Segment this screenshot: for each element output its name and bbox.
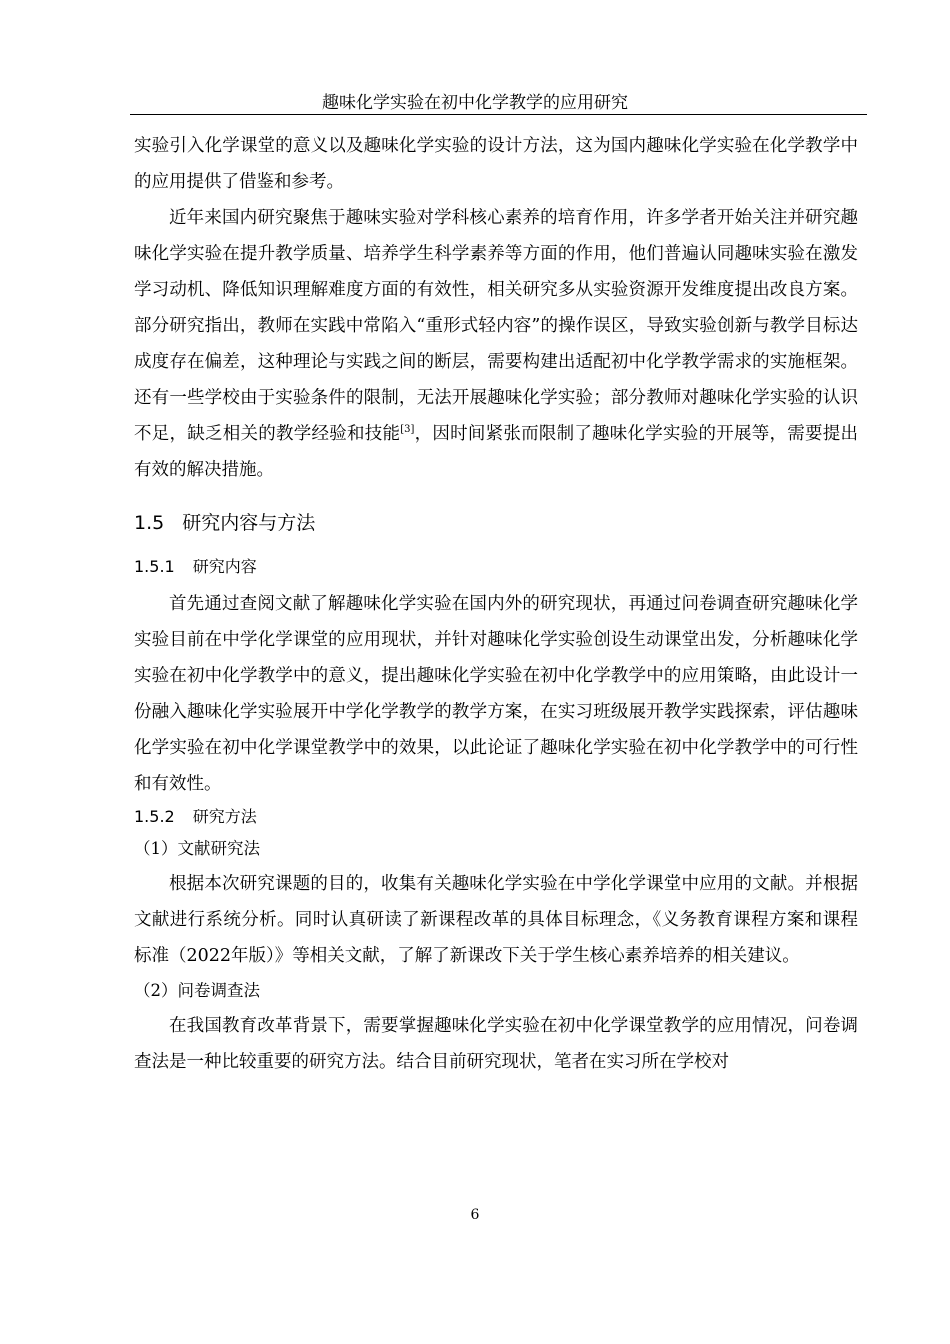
method-title-literature: （1）文献研究法 <box>134 839 260 858</box>
header-title: 趣味化学实验在初中化学教学的应用研究 <box>322 93 628 113</box>
subsection-heading-methods <box>134 802 858 832</box>
subsection-number: 1.5.1 <box>134 557 175 576</box>
subsection-title: 研究内容 <box>192 557 257 576</box>
paragraph-domestic-research <box>134 200 858 488</box>
section-number: 1.5 <box>134 512 165 534</box>
header-rule <box>130 114 867 115</box>
subsection-number: 1.5.2 <box>134 807 175 826</box>
page-number: 6 <box>470 1207 480 1223</box>
section-title: 研究内容与方法 <box>182 512 316 534</box>
paragraph-text: 近年来国内研究聚焦于趣味实验对学科核心素养的培育作用，许多学者开始关注并研究趣味化学实验在提升教学质量、培养学生科学素养等方面的作用，他们普遍认同趣味实验在激发学习动机、降低知识理解难度方面的有效性，相关研究多从实验资源开发维度提出改良方案。部分研究指出，教师在实践中常陷入“重形式轻内容”的操作误区，导致实验创新与教学目标达成度存在偏差，这种理论与实践之间的断层，需要构建出适配初中化学教学需求的实施框架。还有一些学校由于实验条件的限制，无法开展趣味化学实验；部分教师对趣味化学实验的认识不足，缺乏相关的教学经验和技能 <box>134 208 858 444</box>
page-content <box>134 128 858 1080</box>
subsection-title: 研究方法 <box>192 807 257 826</box>
subsection-heading-content <box>134 552 858 582</box>
paragraph-literature-method: 根据本次研究课题的目的，收集有关趣味化学实验在中学化学课堂中应用的文献。并根据文献进行系统分析。同时认真研读了新课程改革的具体目标理念，《义务教育课程方案和课程标准（2022年版）》等相关文献，了解了新课改下关于学生核心素养培养的相关建议。 <box>134 874 858 966</box>
paragraph-continued: 实验引入化学课堂的意义以及趣味化学实验的设计方法，这为国内趣味化学实验在化学教学中的应用提供了借鉴和参考。 <box>134 136 858 192</box>
paragraph-questionnaire-method: 在我国教育改革背景下，需要掌握趣味化学实验在初中化学课堂教学的应用情况，问卷调查法是一种比较重要的研究方法。结合目前研究现状，笔者在实习所在学校对 <box>134 1016 858 1072</box>
paragraph-text-end: ，因时间紧张而限制了趣味化学实验的开展等，需要提出有效的解决措施。 <box>134 424 859 480</box>
section-heading <box>134 508 858 538</box>
method-title-questionnaire: （2）问卷调查法 <box>134 981 260 1000</box>
paragraph-research-content: 首先通过查阅文献了解趣味化学实验在国内外的研究现状，再通过问卷调查研究趣味化学实验目前在中学化学课堂的应用现状，并针对趣味化学实验创设生动课堂出发，分析趣味化学实验在初中化学教学中的意义，提出趣味化学实验在初中化学教学中的应用策略，由此设计一份融入趣味化学实验展开中学化学教学的教学方案，在实习班级展开教学实践探索，评估趣味化学实验在初中化学课堂教学中的效果，以此论证了趣味化学实验在初中化学教学中的可行性和有效性。 <box>134 594 858 794</box>
citation-ref: [3] <box>400 424 415 436</box>
